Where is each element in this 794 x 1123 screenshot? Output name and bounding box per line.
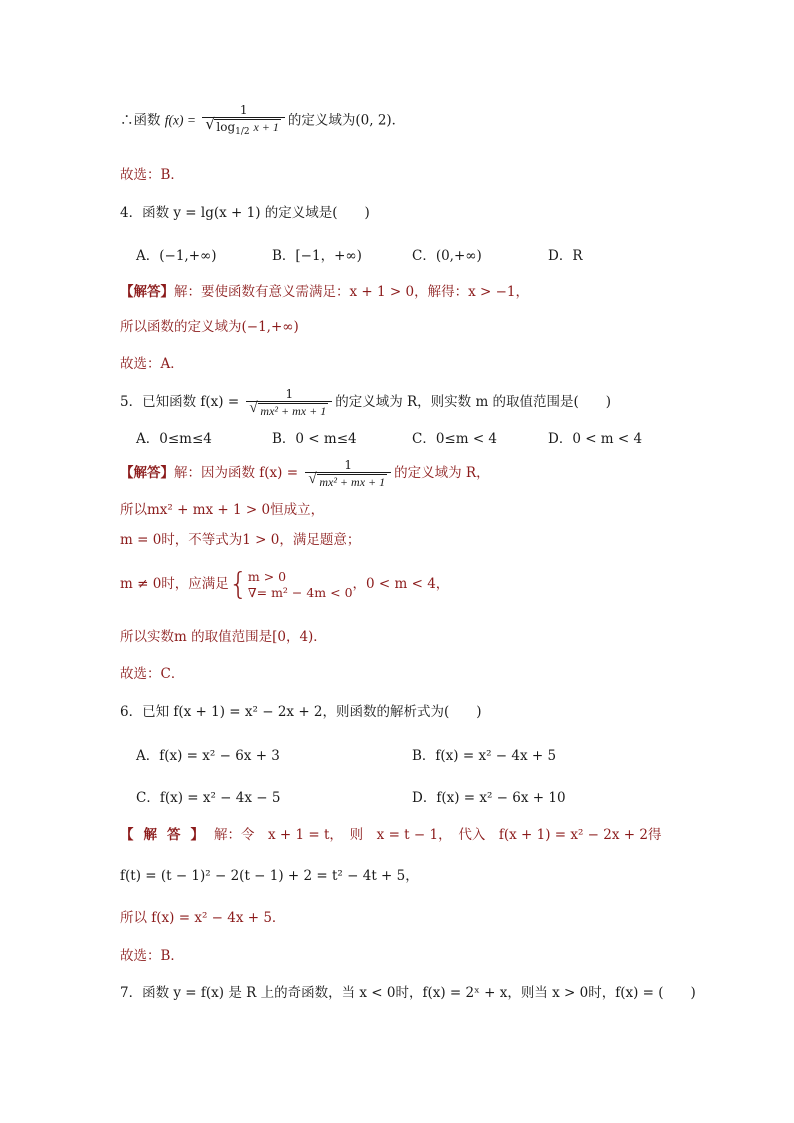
question-5-option-c: C．0≤m < 4: [412, 431, 498, 447]
log-argument: x + 1: [253, 120, 279, 134]
question-4-stem: 4．函数 y = lg(x + 1) 的定义域是( ): [120, 205, 370, 221]
answer-6-line-1: [120, 826, 661, 844]
system-row-2: ∇= m² − 4m < 0: [247, 584, 353, 600]
answer-5-post: 的定义域为 R，: [394, 465, 490, 481]
answer-5-pre: 解：因为函数 f(x) =: [174, 465, 303, 481]
answer-6-line-3: 所以 f(x) = x² − 4x + 5．: [120, 910, 286, 926]
answer-5-line-1: [120, 458, 490, 489]
answer-5-line-2: 所以mx² + mx + 1 > 0恒成立，: [120, 502, 325, 518]
question-5-option-a: A．0≤m≤4: [136, 431, 212, 447]
question-4-option-c: C．(0,+∞): [412, 248, 482, 264]
sqrt-expression: [214, 119, 281, 139]
fraction-numerator: 1: [344, 458, 353, 472]
sqrt-expression: √ mx² + mx + 1: [317, 474, 387, 489]
question-5-post: 的定义域为 R，则实数 m 的取值范围是( ): [335, 394, 612, 410]
log-base: 1/2: [235, 127, 250, 137]
answer-6-line-2: f(t) = (t − 1)² − 2(t − 1) + 2 = t² − 4t + 5，: [120, 868, 419, 884]
sqrt-expression: √ mx² + mx + 1: [258, 403, 328, 418]
answer-tag: 【解答】: [120, 284, 174, 300]
question-6-option-a: A．f(x) = x² − 6x + 3: [136, 748, 280, 764]
answer-5-l4-post: ，0 < m < 4，: [352, 576, 450, 592]
answer-tag: 【解答】: [120, 465, 174, 481]
suffix-text: 的定义域为(0, 2)．: [287, 112, 406, 129]
fraction-denominator: [202, 117, 285, 139]
fraction-denominator: [305, 472, 391, 489]
question-5-option-d: D．0 < m < 4: [548, 431, 643, 447]
question-5-option-b: B．0 < m≤4: [272, 431, 357, 447]
function-label: f(x) =: [164, 112, 200, 128]
fraction-numerator: 1: [285, 387, 294, 401]
answer-4-line: [120, 283, 529, 301]
question-5-stem: [120, 387, 611, 418]
question-6-stem: 6．已知 f(x + 1) = x² − 2x + 2，则函数的解析式为( ): [120, 704, 482, 720]
choice-line: 故选：B．: [120, 167, 184, 183]
question-5-pre: 5．已知函数 f(x) =: [120, 394, 244, 410]
answer-line-domain: [120, 103, 405, 139]
question-4-option-b: B．[−1，+∞): [272, 248, 362, 264]
fraction: [202, 103, 285, 139]
fraction: [305, 458, 391, 489]
answer-5-line-3: m = 0时，不等式为1 > 0，满足题意；: [120, 532, 361, 548]
answer-4-pick: 故选：A．: [120, 356, 184, 372]
system-row-1: m > 0: [247, 568, 287, 584]
answer-6-pick: 故选：B．: [120, 948, 184, 964]
answer-5-line-5: 所以实数m 的取值范围是[0，4)．: [120, 629, 327, 645]
question-6-option-d: D．f(x) = x² − 6x + 10: [412, 790, 566, 806]
answer-4-text: 解：要使函数有意义需满足：x + 1 > 0，解得：x > −1，: [174, 284, 529, 300]
question-6-option-b: B．f(x) = x² − 4x + 5: [412, 748, 557, 764]
question-4-option-d: D．R: [548, 248, 583, 264]
fraction-denominator: [246, 401, 332, 418]
fraction-numerator: 1: [239, 103, 248, 117]
log-text: log: [216, 120, 236, 134]
question-7-stem: 7．函数 y = f(x) 是 R 上的奇函数，当 x < 0时，f(x) = 2ˣ + x，则当 x > 0时，f(x) = ( ): [120, 985, 696, 1001]
answer-tag: 【解答】: [120, 827, 214, 843]
inequality-system: [248, 569, 353, 601]
system-brace: {: [228, 566, 248, 602]
prefix-text: ∴函数: [120, 112, 165, 129]
answer-5-pick: 故选：C．: [120, 666, 185, 682]
question-4-option-a: A．(−1,+∞): [136, 248, 217, 264]
answer-5-line-4: [120, 566, 449, 602]
answer-4-line-2: 所以函数的定义域为(−1,+∞): [120, 319, 299, 335]
answer-5-l4-pre: m ≠ 0时，应满足: [120, 576, 229, 592]
fraction: [246, 387, 332, 418]
answer-6-text: 解：令 x + 1 = t， 则 x = t − 1， 代入 f(x + 1) = x² − 2x + 2得: [214, 827, 662, 843]
question-6-option-c: C．f(x) = x² − 4x − 5: [136, 790, 281, 806]
